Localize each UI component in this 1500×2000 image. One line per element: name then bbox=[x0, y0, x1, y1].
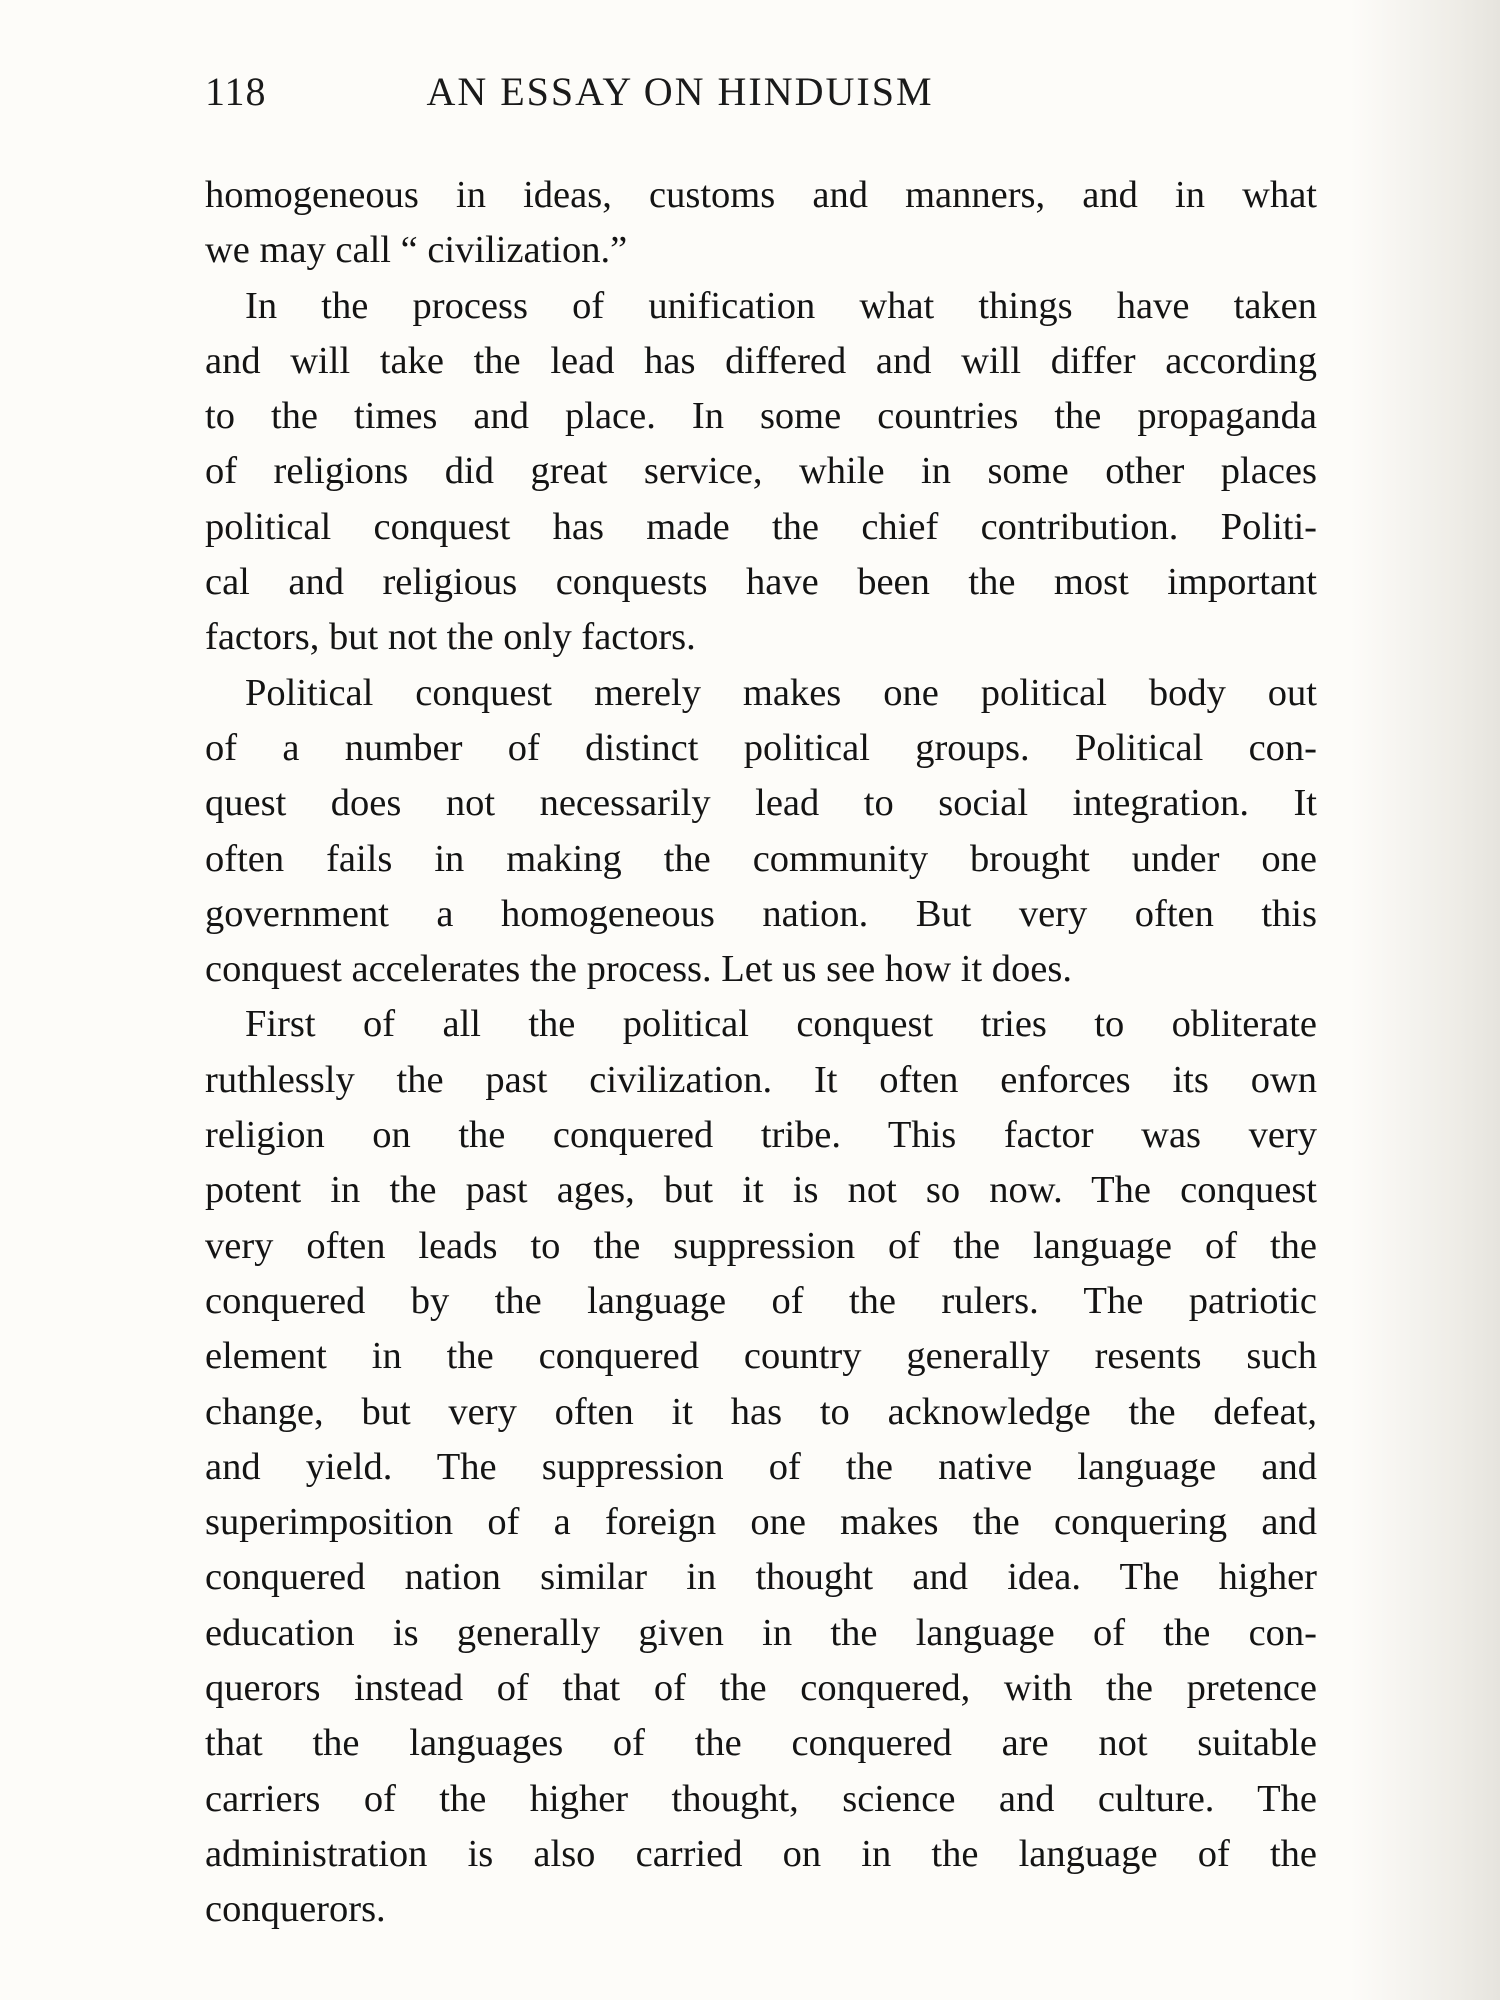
text-line: conquest accelerates the process. Let us see how it does. bbox=[205, 948, 1073, 991]
page-number: 118 bbox=[205, 69, 267, 114]
text-line: that the languages of the conquered are not suitable bbox=[205, 1722, 1317, 1765]
text-line: factors, but not the only factors. bbox=[205, 616, 696, 659]
running-title: AN ESSAY ON HINDUISM bbox=[426, 69, 934, 114]
text-line: often fails in making the community brought under one bbox=[205, 837, 1317, 880]
text-line: querors instead of that of the conquered, with the pretence bbox=[205, 1667, 1317, 1710]
text-line: political conquest has made the chief contribution. Politi- bbox=[205, 505, 1317, 548]
body-text bbox=[205, 168, 1317, 1938]
text-line: quest does not necessarily lead to social integration. It bbox=[205, 782, 1317, 825]
text-line: change, but very often it has to acknowledge the defeat, bbox=[205, 1390, 1317, 1433]
text-line: conquerors. bbox=[205, 1888, 386, 1931]
text-line: ruthlessly the past civilization. It often enforces its own bbox=[205, 1058, 1317, 1101]
text-line: of religions did great service, while in some other places bbox=[205, 450, 1317, 493]
paragraph-3 bbox=[205, 666, 1317, 998]
text-line: First of all the political conquest tries to obliterate bbox=[245, 1003, 1317, 1046]
text-line: potent in the past ages, but it is not so now. The conquest bbox=[205, 1169, 1317, 1212]
text-line: education is generally given in the language of the con- bbox=[205, 1611, 1317, 1654]
text-line: to the times and place. In some countries the propaganda bbox=[205, 395, 1317, 438]
text-line: In the process of unification what things have taken bbox=[245, 284, 1317, 327]
text-line: homogeneous in ideas, customs and manners, and in what bbox=[205, 174, 1317, 216]
text-line: of a number of distinct political groups. Political con- bbox=[205, 726, 1317, 769]
text-line: conquered nation similar in thought and idea. The higher bbox=[205, 1556, 1317, 1599]
paragraph-4 bbox=[205, 997, 1317, 1937]
text-line: cal and religious conquests have been the most important bbox=[205, 561, 1317, 604]
text-line: we may call “ civilization.” bbox=[205, 229, 628, 272]
paragraph-2 bbox=[205, 279, 1317, 666]
text-line: conquered by the language of the rulers. The patriotic bbox=[205, 1279, 1317, 1322]
text-line: superimposition of a foreign one makes the conquering and bbox=[205, 1501, 1317, 1544]
paragraph-1 bbox=[205, 168, 1317, 279]
page-edge-shadow bbox=[1350, 0, 1500, 2000]
text-line: administration is also carried on in the language of the bbox=[205, 1832, 1317, 1875]
page-header bbox=[205, 58, 1065, 128]
text-line: carriers of the higher thought, science and culture. The bbox=[205, 1777, 1317, 1820]
text-line: and yield. The suppression of the native language and bbox=[205, 1445, 1317, 1488]
text-line: and will take the lead has differed and will differ according bbox=[205, 339, 1317, 382]
text-line: element in the conquered country generally resents such bbox=[205, 1335, 1317, 1378]
text-line: Political conquest merely makes one political body out bbox=[245, 671, 1317, 714]
text-line: very often leads to the suppression of the language of the bbox=[205, 1224, 1317, 1267]
text-line: government a homogeneous nation. But very often this bbox=[205, 892, 1317, 935]
text-line: religion on the conquered tribe. This factor was very bbox=[205, 1114, 1317, 1157]
